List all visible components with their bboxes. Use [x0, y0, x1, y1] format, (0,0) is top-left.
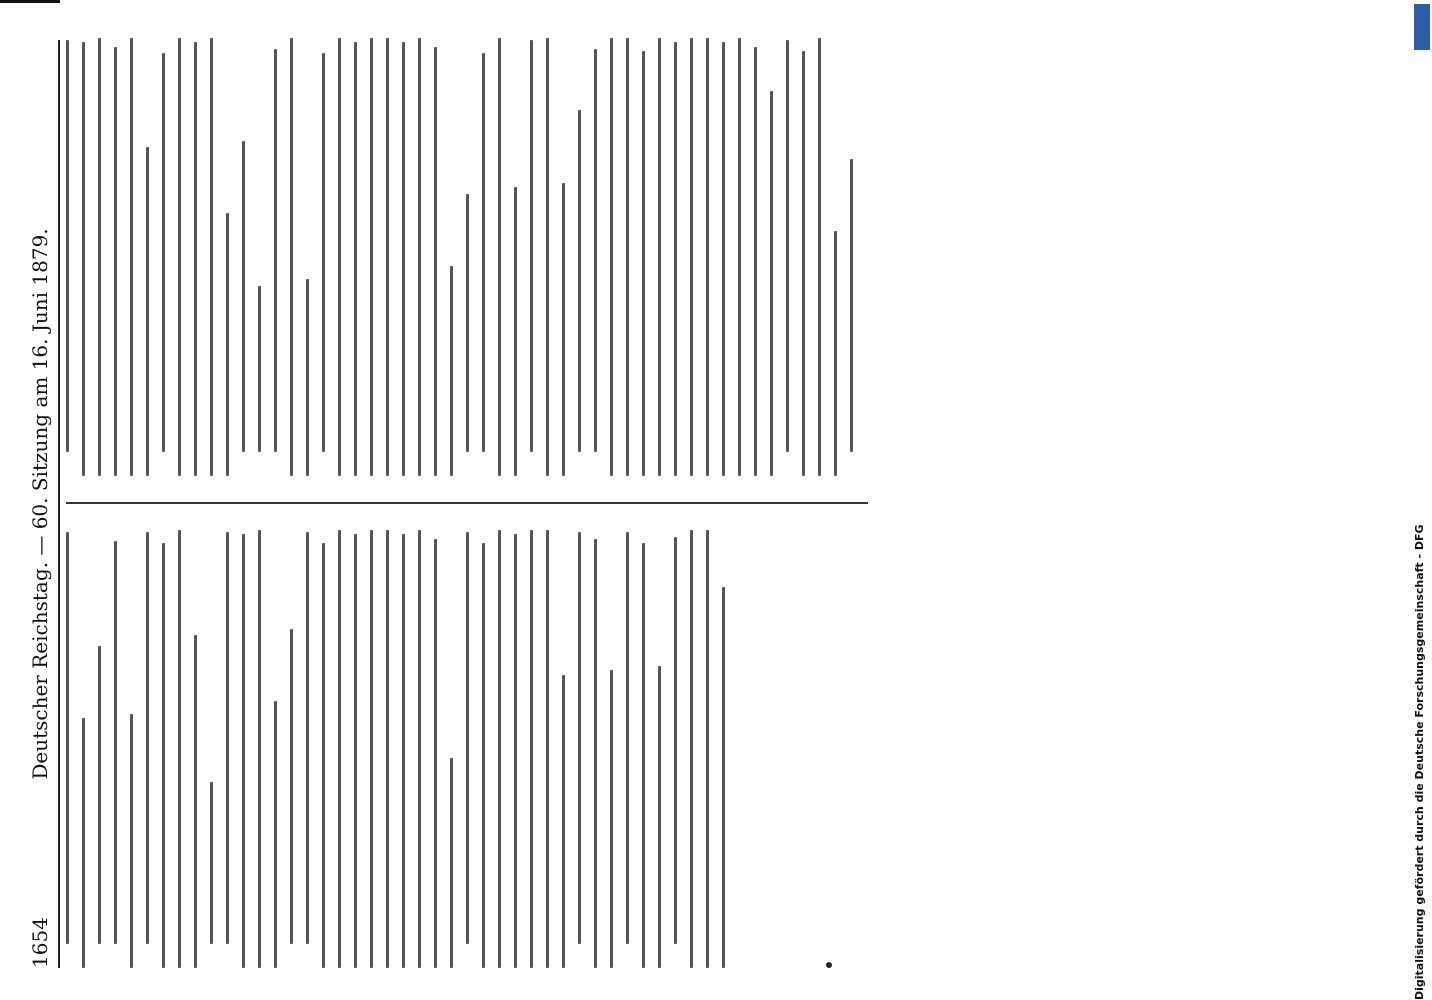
text-line: [610, 670, 613, 968]
paragraph: [626, 530, 661, 968]
paragraph: [322, 38, 453, 476]
text-line: [130, 714, 133, 968]
text-line: [146, 532, 149, 944]
paragraph: [786, 38, 837, 476]
text-line: [162, 53, 165, 452]
text-line: [66, 532, 69, 944]
text-line: [850, 159, 853, 452]
text-line: [690, 530, 693, 968]
paragraph: [578, 530, 613, 968]
text-line: [338, 38, 341, 476]
text-line: [530, 530, 533, 968]
text-line: [802, 51, 805, 476]
text-line: [674, 42, 677, 476]
text-line: [466, 194, 469, 452]
text-line: [786, 40, 789, 452]
dfg-logo: [1414, 4, 1430, 50]
text-line: [210, 38, 213, 476]
text-line: [642, 51, 645, 476]
paragraph: [274, 38, 309, 476]
text-line: [610, 38, 613, 476]
text-line: [338, 530, 341, 968]
paragraph: [482, 38, 517, 476]
text-line: [626, 38, 629, 476]
text-line: [562, 183, 565, 476]
header-rule: [58, 40, 60, 968]
page-number: 1654: [28, 917, 52, 968]
paragraph: [162, 38, 229, 476]
text-line: [674, 537, 677, 944]
text-line: [578, 110, 581, 452]
running-title: Deutscher Reichstag. — 60. Sitzung am 16. Juni 1879.: [28, 228, 52, 780]
text-line: [706, 38, 709, 476]
text-line: [402, 42, 405, 476]
text-line: [114, 541, 117, 944]
text-line: [274, 701, 277, 968]
text-line: [434, 47, 437, 476]
text-line: [418, 38, 421, 476]
text-line: [834, 231, 837, 476]
text-line: [242, 141, 245, 452]
text-line: [450, 266, 453, 476]
text-line: [114, 47, 117, 476]
paragraph: [226, 530, 277, 968]
paragraph: [674, 530, 725, 968]
text-line: [386, 38, 389, 476]
page-header: [24, 40, 58, 968]
text-line: [482, 543, 485, 968]
left-column: [66, 530, 868, 968]
text-line: [658, 666, 661, 968]
text-line: [226, 213, 229, 476]
text-line: [130, 38, 133, 476]
paragraph: [66, 530, 85, 968]
text-line: [290, 38, 293, 476]
text-line: [162, 543, 165, 968]
paragraph: [242, 38, 245, 476]
text-line: [498, 530, 501, 968]
text-line: [370, 530, 373, 968]
paragraph: [146, 530, 197, 968]
text-line: [274, 49, 277, 452]
text-line: [386, 530, 389, 968]
text-line: [322, 53, 325, 452]
paragraph: [594, 38, 773, 476]
right-column: [66, 38, 868, 476]
paragraph: [530, 38, 565, 476]
text-line: [722, 587, 725, 968]
text-line: [354, 534, 357, 968]
text-line: [578, 532, 581, 944]
text-line: [146, 148, 149, 477]
text-line: [66, 40, 69, 452]
text-line: [818, 38, 821, 476]
text-line: [626, 532, 629, 944]
text-line: [770, 91, 773, 476]
text-line: [418, 530, 421, 968]
text-line: [258, 530, 261, 968]
text-line: [738, 38, 741, 476]
paragraph: [306, 530, 453, 968]
text-line: [242, 534, 245, 968]
text-line: [178, 530, 181, 968]
text-line: [210, 782, 213, 944]
paragraph: [290, 530, 293, 968]
text-line: [354, 42, 357, 476]
text-line: [658, 38, 661, 476]
paragraph: [98, 530, 101, 968]
text-line: [722, 42, 725, 476]
text-line: [82, 718, 85, 968]
paragraph: [210, 530, 213, 968]
text-line: [642, 543, 645, 968]
text-line: [98, 38, 101, 476]
text-line: [514, 534, 517, 968]
text-line: [466, 532, 469, 944]
text-line: [290, 629, 293, 944]
scan-speck: [826, 962, 832, 968]
paragraph: [578, 38, 581, 476]
text-line: [306, 532, 309, 944]
text-line: [434, 539, 437, 968]
text-line: [594, 49, 597, 452]
text-line: [306, 279, 309, 476]
paragraph: [466, 530, 565, 968]
paragraph: [466, 38, 469, 476]
text-line: [370, 38, 373, 476]
text-line: [706, 530, 709, 968]
text-line: [514, 187, 517, 476]
text-line: [562, 675, 565, 968]
text-line: [754, 47, 757, 476]
paragraph: [114, 530, 133, 968]
text-line: [530, 40, 533, 452]
text-line: [450, 758, 453, 968]
column-rule: [66, 502, 868, 504]
text-line: [194, 635, 197, 968]
text-line: [402, 534, 405, 968]
text-line: [226, 532, 229, 944]
text-line: [178, 38, 181, 476]
text-line: [546, 38, 549, 476]
text-line: [98, 646, 101, 944]
digitization-footer: [1408, 50, 1432, 1000]
text-line: [546, 530, 549, 968]
paragraph: [850, 38, 853, 476]
text-line: [322, 543, 325, 968]
text-line: [82, 42, 85, 476]
text-line: [690, 38, 693, 476]
paragraph: [258, 38, 261, 476]
text-line: [498, 38, 501, 476]
paragraph: [66, 38, 149, 476]
text-line: [594, 539, 597, 968]
text-line: [258, 286, 261, 452]
text-line: [194, 42, 197, 476]
text-line: [482, 53, 485, 452]
funding-note: Digitalisierung gefördert durch die Deutsche Forschungsgemeinschaft - DFG: [1413, 524, 1426, 1000]
